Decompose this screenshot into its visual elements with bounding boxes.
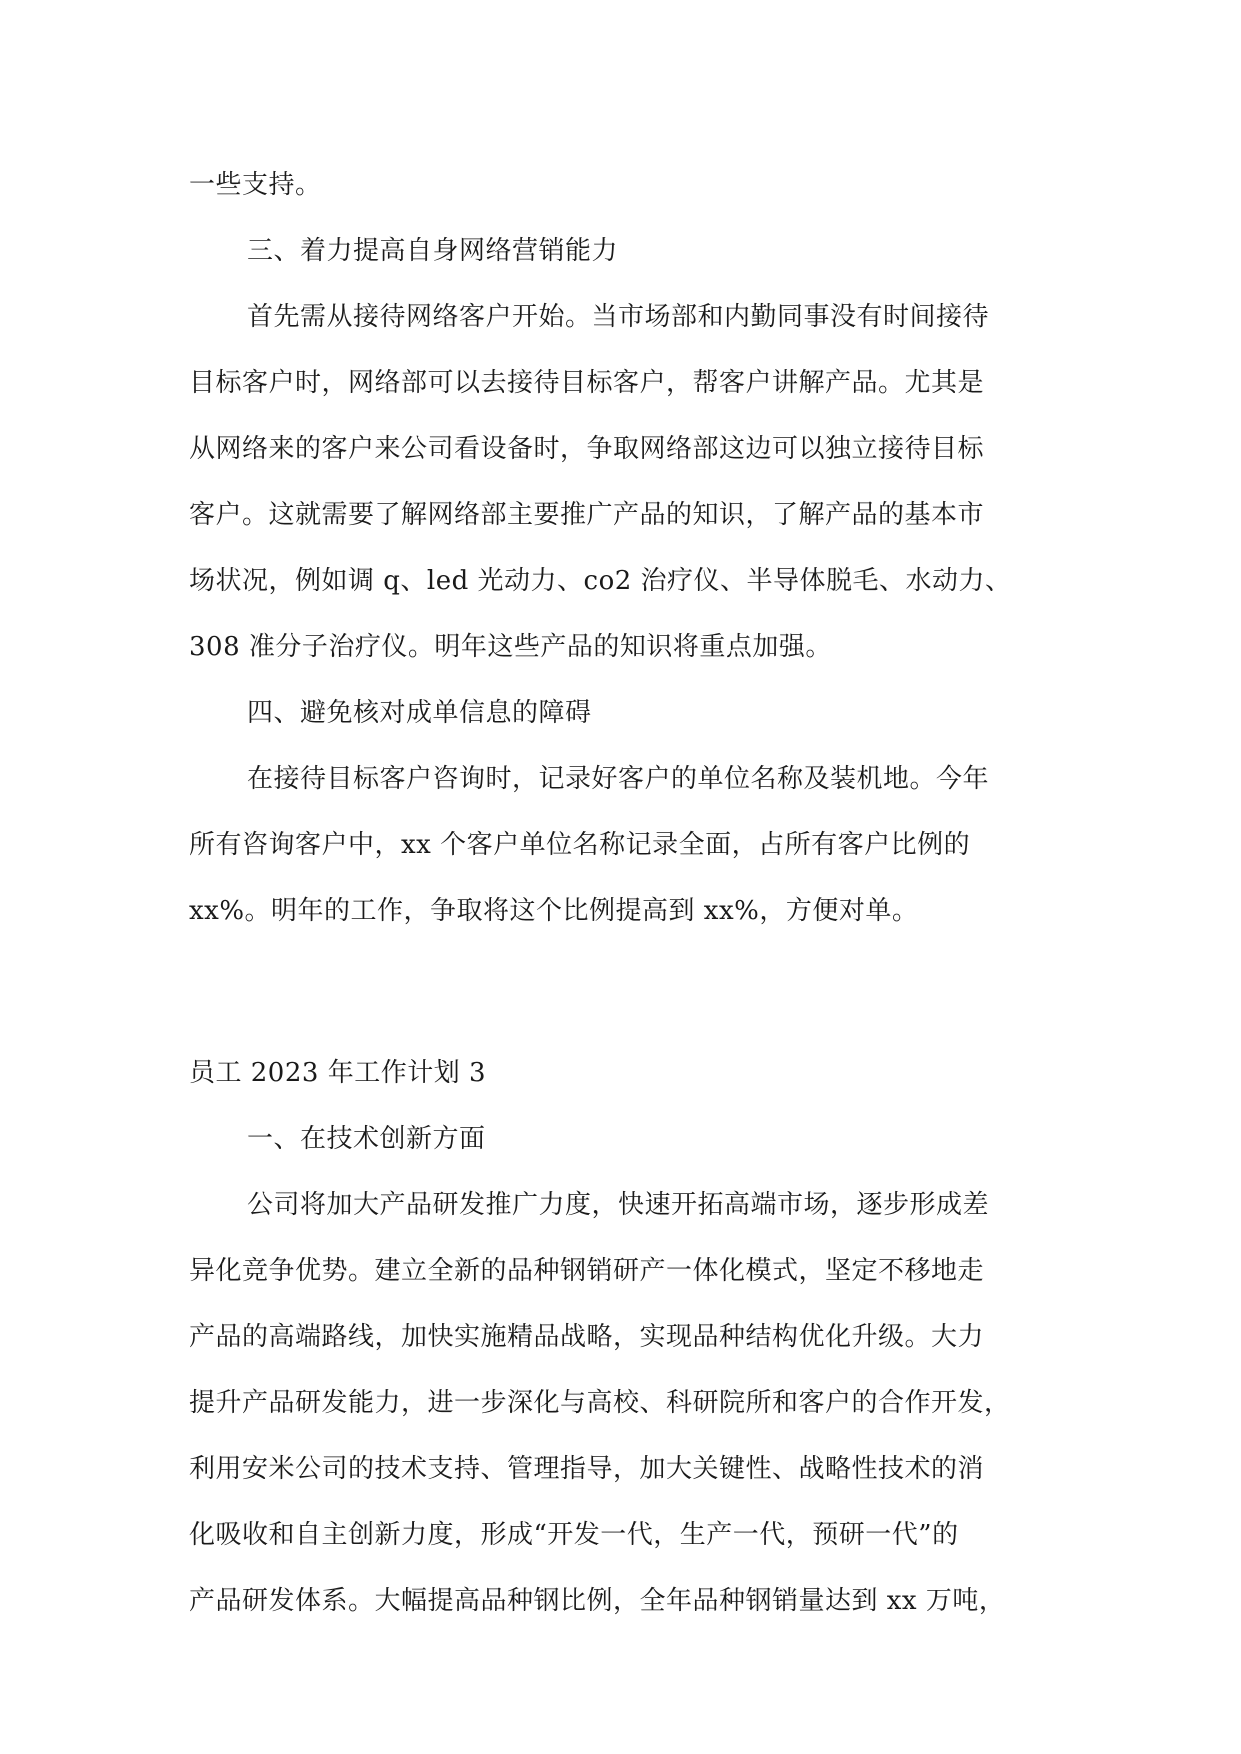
paragraph-line: 产品研发体系。大幅提高品种钢比例，全年品种钢销量达到 xx 万吨， [189, 1586, 1006, 1616]
paragraph-line: 所有咨询客户中，xx 个客户单位名称记录全面，占所有客户比例的 [189, 830, 971, 860]
paragraph-4 [189, 746, 1057, 944]
paragraph-line: 公司将加大产品研发推广力度，快速开拓高端市场，逐步形成差 [247, 1190, 990, 1220]
paragraph-line: 目标客户时，网络部可以去接待目标客户，帮客户讲解产品。尤其是 [189, 368, 985, 398]
paragraph-line: 首先需从接待网络客户开始。当市场部和内勤同事没有时间接待 [247, 302, 990, 332]
paragraph-continuation: 一些支持。 [189, 170, 322, 200]
paragraph-line: 在接待目标客户咨询时，记录好客户的单位名称及装机地。今年 [247, 764, 990, 794]
paragraph-line: 308 准分子治疗仪。明年这些产品的知识将重点加强。 [189, 632, 832, 662]
document-title: 员工 2023 年工作计划 3 [189, 1058, 487, 1088]
paragraph-line: 场状况，例如调 q、led 光动力、co2 治疗仪、半导体脱毛、水动力、 [189, 566, 1012, 596]
paragraph-line: 提升产品研发能力，进一步深化与高校、科研院所和客户的合作开发， [189, 1388, 1011, 1418]
paragraph-line: 客户。这就需要了解网络部主要推广产品的知识，了解产品的基本市 [189, 500, 985, 530]
document-page [189, 152, 1057, 1634]
paragraph-line: xx%。明年的工作，争取将这个比例提高到 xx%，方便对单。 [189, 896, 919, 926]
paragraph-line: 产品的高端路线，加快实施精品战略，实现品种结构优化升级。大力 [189, 1322, 985, 1352]
section-gap [189, 944, 1057, 1040]
paragraph-line: 从网络来的客户来公司看设备时，争取网络部这边可以独立接待目标 [189, 434, 985, 464]
paragraph-3 [189, 284, 1057, 680]
paragraph-line: 异化竞争优势。建立全新的品种钢销研产一体化模式，坚定不移地走 [189, 1256, 985, 1286]
section-heading-3: 三、着力提高自身网络营销能力 [247, 236, 619, 266]
paragraph-line: 化吸收和自主创新力度，形成“开发一代，生产一代，预研一代”的 [189, 1520, 959, 1550]
paragraph-1 [189, 1172, 1057, 1634]
section-heading-1: 一、在技术创新方面 [247, 1124, 486, 1154]
section-heading-4: 四、避免核对成单信息的障碍 [247, 698, 592, 728]
paragraph-line: 利用安米公司的技术支持、管理指导，加大关键性、战略性技术的消 [189, 1454, 985, 1484]
